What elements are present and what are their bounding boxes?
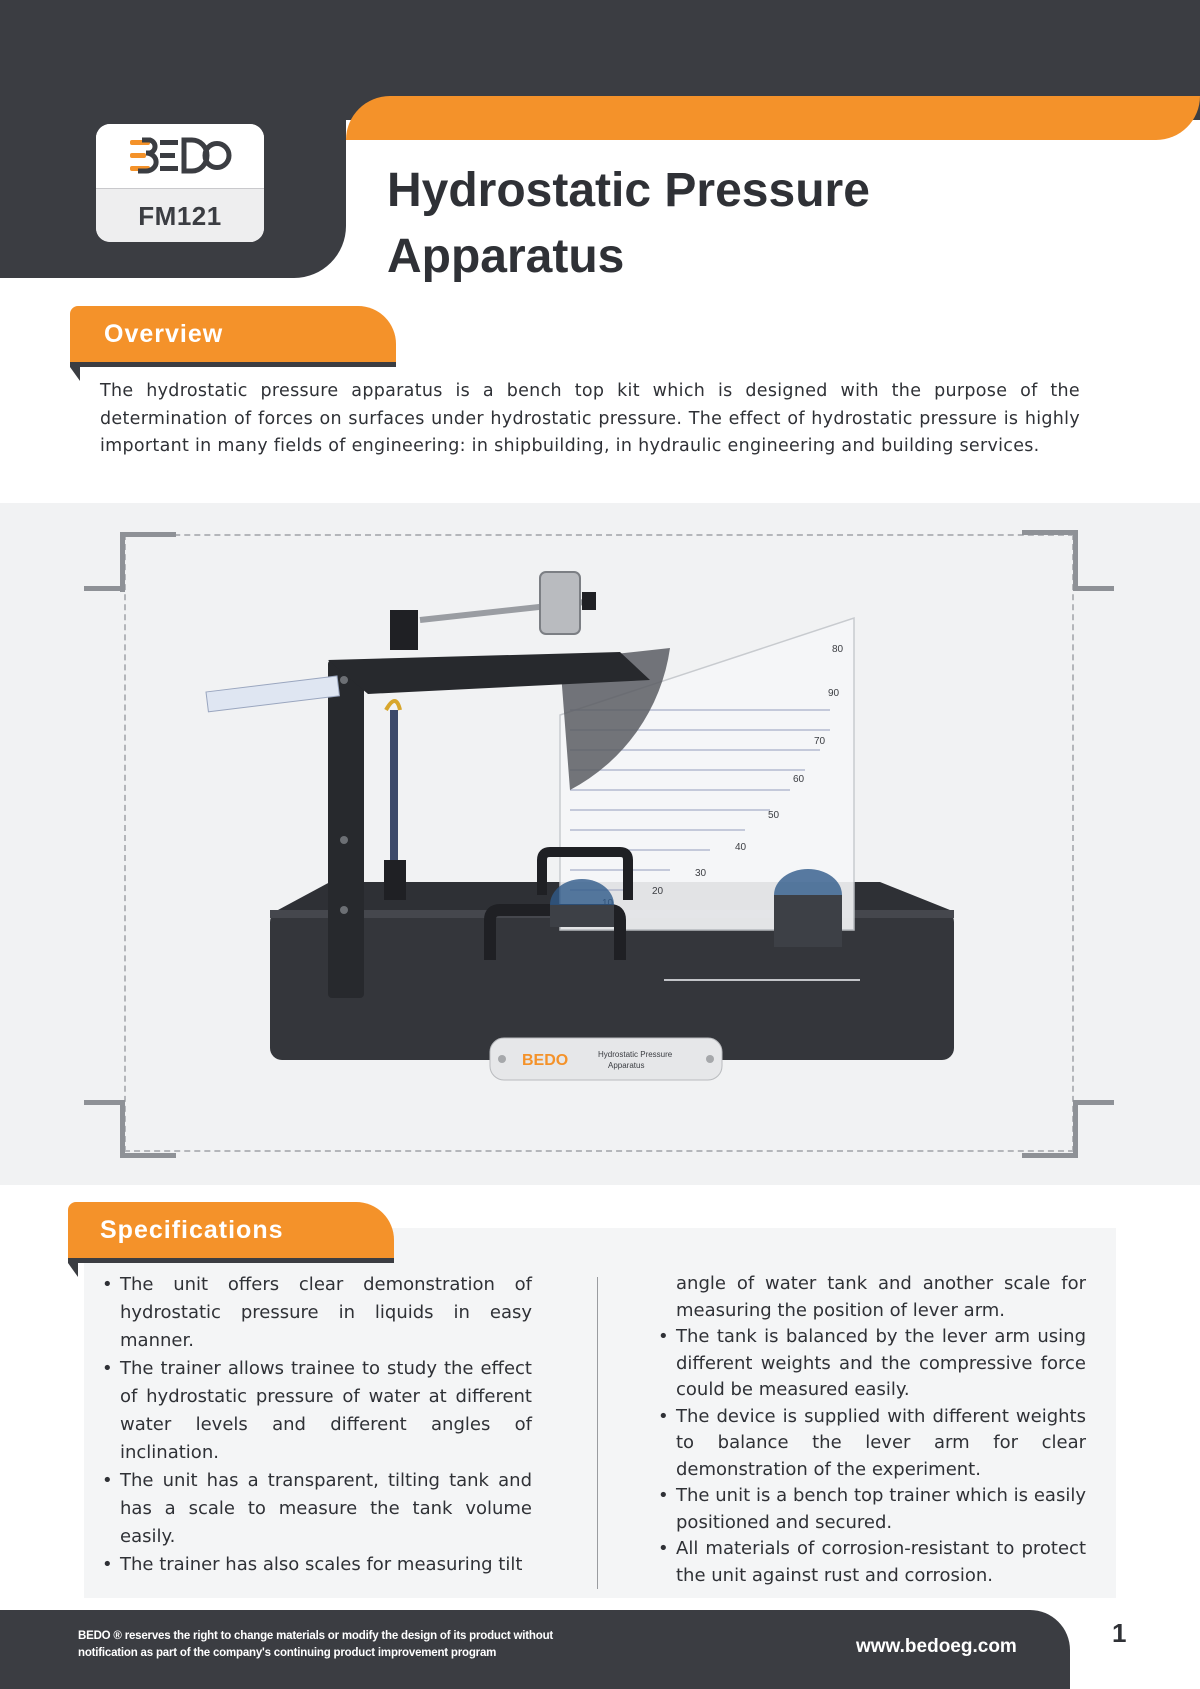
specifications-heading: Specifications: [100, 1215, 284, 1244]
nameplate-title: Hydrostatic Pressure: [598, 1050, 673, 1059]
spec-item: • The unit offers clear demonstration of hydrostatic pressure in liquids in easy manner.: [102, 1271, 532, 1355]
angle-label: 20: [652, 886, 664, 897]
angle-label: 90: [828, 688, 840, 699]
corner-bracket-br-v: [1073, 1100, 1078, 1158]
spec-item: • The unit is a bench top trainer which is easily positioned and secured.: [658, 1483, 1086, 1536]
page-title-line2: Apparatus: [387, 230, 625, 283]
weight-hanger-rod: [390, 710, 398, 870]
weight-hanger: [384, 860, 406, 900]
angle-label: 70: [814, 736, 826, 747]
page-title-line1: Hydrostatic Pressure: [387, 164, 870, 217]
corner-bracket-tr-v: [1073, 530, 1078, 590]
product-photo: [190, 560, 970, 1120]
spec-item-continuation: angle of water tank and another scale for measuring the position of lever arm.: [676, 1273, 1086, 1321]
logo-card: [96, 124, 264, 242]
corner-bracket-br-tail: [1073, 1100, 1114, 1105]
overview-heading: Overview: [104, 319, 224, 348]
lever-scale: [206, 676, 339, 712]
corner-bracket-tr-tail: [1073, 586, 1114, 591]
spec-column-right: [658, 1271, 1086, 1589]
overview-tab-fold: [70, 367, 80, 381]
corner-bracket-bl-v: [120, 1100, 125, 1158]
model-code: FM121: [138, 200, 222, 231]
bedo-logo-icon: [128, 136, 232, 176]
disclaimer-line2: notification as part of the company's continuing product improvement program: [78, 1647, 497, 1659]
spec-item: • The trainer has also scales for measuring tilt: [102, 1551, 532, 1579]
nameplate-subtitle: Apparatus: [608, 1061, 645, 1070]
corner-bracket-br-h: [1022, 1153, 1078, 1158]
angle-label: 40: [735, 842, 747, 853]
spec-column-left: [102, 1271, 532, 1579]
header-orange-band: [346, 96, 1200, 140]
corner-bracket-tl-v: [120, 532, 125, 592]
spec-item: • All materials of corrosion-resistant to protect the unit against rust and corrosion.: [658, 1536, 1086, 1589]
spec-list-left: [102, 1271, 532, 1579]
spec-list-right: [658, 1324, 1086, 1589]
corner-bracket-tl-tail: [84, 586, 125, 591]
column-divider: [597, 1277, 598, 1589]
corner-bracket-tl-h: [120, 532, 176, 537]
page-number: 1: [1112, 1618, 1127, 1648]
spec-item: • The tank is balanced by the lever arm using different weights and the compressive force could be measured easily.: [658, 1324, 1086, 1404]
spec-item: • The trainer allows trainee to study the effect of hydrostatic pressure of water at different water levels and different angles of inclination.: [102, 1355, 532, 1467]
corner-bracket-bl-tail: [84, 1100, 125, 1105]
overview-paragraph: The hydrostatic pressure apparatus is a bench top kit which is designed with the purpose of the determination of forces on surfaces under hydrostatic pressure. The effect of hydrostatic pressure is highly important in many fields of engineering: in shipbuilding, in hydraulic engineering and building services.: [100, 381, 1080, 456]
footer-website-link[interactable]: www.bedoeg.com: [856, 1636, 1017, 1657]
support-post: [328, 660, 364, 998]
spec-item: • The unit has a transparent, tilting tank and has a scale to measure the tank volume easily.: [102, 1467, 532, 1551]
corner-bracket-tr-h: [1022, 530, 1078, 535]
rod-clamp: [390, 610, 418, 650]
specifications-tab: [68, 1202, 394, 1258]
angle-label: 80: [832, 644, 844, 655]
corner-bracket-bl-h: [120, 1153, 176, 1158]
spec-item: • The device is supplied with different weights to balance the lever arm for clear demonstration of the experiment.: [658, 1404, 1086, 1484]
angle-label: 60: [793, 774, 805, 785]
footer-disclaimer: [78, 1628, 718, 1662]
nameplate-brand: BEDO: [522, 1052, 569, 1069]
page-title: [387, 158, 947, 290]
angle-label: 30: [695, 868, 707, 879]
specifications-tab-fold: [68, 1263, 78, 1277]
counterweight-knob: [582, 592, 596, 610]
disclaimer-line1: BEDO ® reserves the right to change materials or modify the design of its product without: [78, 1630, 554, 1642]
counterweight: [540, 572, 580, 634]
angle-label: 50: [768, 810, 780, 821]
brand-logo: [96, 124, 264, 188]
overview-tab: [70, 306, 396, 362]
model-code-box: [96, 188, 264, 242]
hanger-hook: [386, 701, 400, 710]
